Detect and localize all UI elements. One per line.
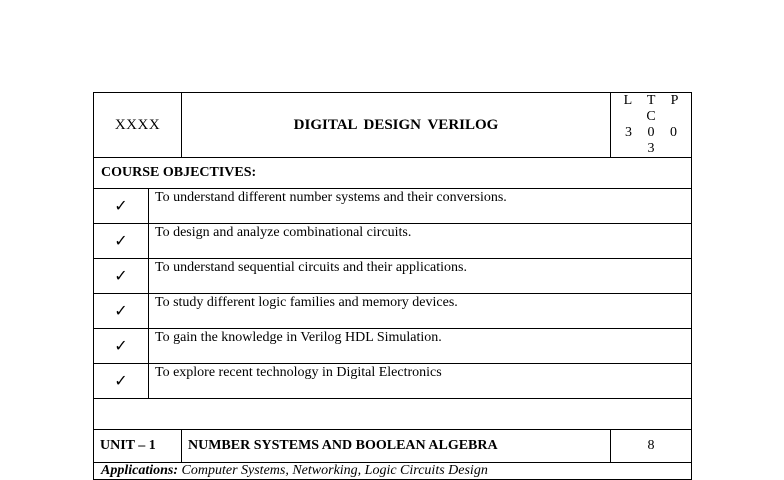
objective-text: To understand sequential circuits and their applications. — [149, 259, 692, 294]
objective-text: To study different logic families and memory devices. — [149, 294, 692, 329]
spacer-row — [94, 399, 692, 430]
course-code: XXXX — [94, 93, 182, 158]
unit-hours: 8 — [611, 430, 692, 463]
course-header-row — [94, 93, 692, 158]
objective-row — [94, 224, 692, 259]
checkmark-icon: ✓ — [94, 294, 149, 329]
checkmark-icon: ✓ — [94, 189, 149, 224]
objectives-heading-row — [94, 158, 692, 189]
checkmark-icon: ✓ — [94, 224, 149, 259]
ltpc-block — [611, 93, 692, 158]
objectives-heading: COURSE OBJECTIVES: — [94, 158, 692, 189]
objective-row — [94, 259, 692, 294]
applications-cell — [94, 463, 692, 480]
checkmark-icon: ✓ — [94, 259, 149, 294]
objective-text: To explore recent technology in Digital Electronics — [149, 364, 692, 399]
objective-text: To design and analyze combinational circuits. — [149, 224, 692, 259]
checkmark-icon: ✓ — [94, 364, 149, 399]
unit-row — [94, 430, 692, 463]
objective-row — [94, 329, 692, 364]
ltpc-header: L T P C — [623, 93, 685, 124]
applications-label: Applications: — [101, 463, 179, 478]
objective-row — [94, 189, 692, 224]
spacer-cell — [94, 399, 692, 430]
applications-row — [94, 463, 692, 480]
objective-text: To gain the knowledge in Verilog HDL Simulation. — [149, 329, 692, 364]
checkmark-icon: ✓ — [94, 329, 149, 364]
syllabus-table — [93, 92, 692, 480]
ltpc-values: 3 0 0 3 — [625, 125, 683, 156]
applications-text: Computer Systems, Networking, Logic Circuits Design — [178, 463, 488, 478]
course-title: DIGITAL DESIGN VERILOG — [182, 93, 611, 158]
objective-text: To understand different number systems and their conversions. — [149, 189, 692, 224]
unit-title: NUMBER SYSTEMS AND BOOLEAN ALGEBRA — [182, 430, 611, 463]
unit-label: UNIT – 1 — [94, 430, 182, 463]
objective-row — [94, 294, 692, 329]
objective-row — [94, 364, 692, 399]
